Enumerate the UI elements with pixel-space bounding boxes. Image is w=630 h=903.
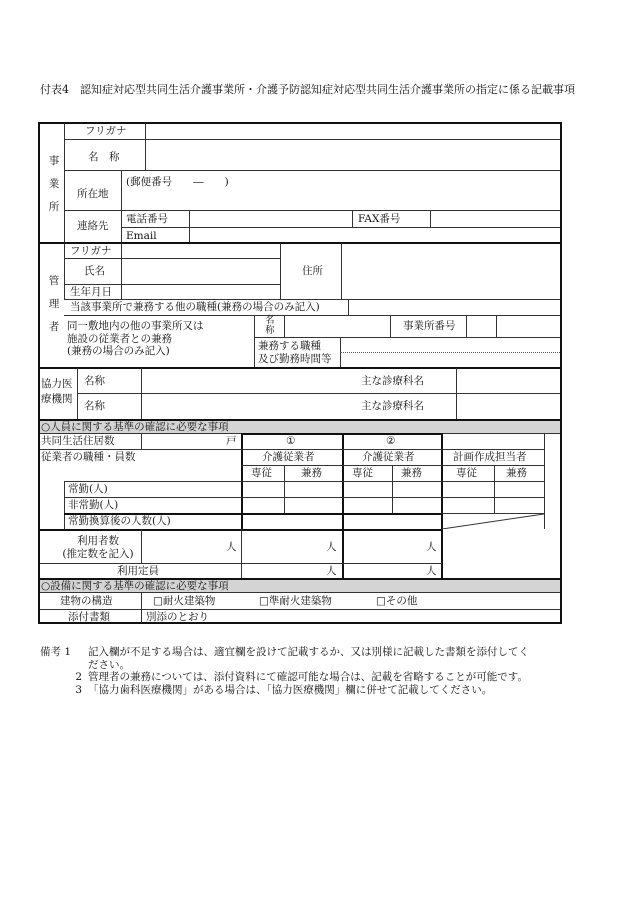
- ken-1: 兼務: [301, 467, 322, 479]
- units-label: 共同生活住居数: [41, 435, 115, 447]
- birthdate-label: 生年月日: [70, 286, 112, 298]
- kanrisha-address-label: 住所: [302, 265, 323, 277]
- fax-label: FAX番号: [358, 213, 401, 225]
- attach-value: 別添のとおり: [146, 611, 209, 623]
- planner-fte-slash: [442, 514, 544, 529]
- note-2: 2 管理者の兼務については、添付資料にて確認可能な場合は、記載を省略することが可能です。: [75, 671, 528, 683]
- units-suffix: 戸: [226, 435, 237, 447]
- col-1-label: ①: [286, 435, 296, 447]
- job-hours-label: 兼務する職種 及び勤務時間等: [258, 340, 332, 365]
- capacity-label: 利用定員: [117, 565, 159, 577]
- note-1-cont: ださい。: [88, 658, 130, 671]
- jigyosho-furigana-label: フリガナ: [85, 125, 127, 137]
- kanrisha-side-label: 管 理 者: [48, 275, 60, 333]
- sen-3: 専従: [456, 467, 477, 479]
- kyoryoku-name-label-2: 名称: [84, 400, 105, 412]
- structure-option-semi-fireproof[interactable]: □準耐火建築物: [259, 595, 332, 607]
- capacity-unit-2: 人: [426, 565, 437, 577]
- kyoryoku-dept-label-1: 主な診療科名: [361, 375, 424, 387]
- kaigo-label-2: 介護従業者: [362, 451, 415, 463]
- tel-label: 電話番号: [126, 213, 168, 225]
- structure-option-fireproof[interactable]: □耐火建築物: [153, 595, 216, 607]
- postal-code-label: (郵便番号 ― ): [126, 176, 229, 188]
- parttime-label: 非常勤(人): [68, 499, 119, 511]
- jigyosho-name-label: 名 称: [88, 151, 120, 163]
- jigyosho-address-label: 所在地: [77, 188, 109, 200]
- ken-2: 兼務: [401, 467, 422, 479]
- capacity-unit-1: 人: [326, 565, 337, 577]
- kanrisha-name-label: 氏名: [84, 265, 105, 277]
- col-2-label: ②: [386, 435, 396, 447]
- other-facility-label: 同一敷地内の他の事業所又は 施設の従業者との兼務 (兼務の場合のみ記入): [67, 320, 204, 357]
- form-title: 付表4 認知症対応型共同生活介護事業所・介護予防認知症対応型共同生活介護事業所の指定に係る記載事項: [40, 83, 575, 96]
- users-unit-0: 人: [226, 541, 237, 553]
- note-3: 3 「協力歯科医療機関」がある場合は、「協力医療機関」欄に併せて記載してください。: [75, 683, 493, 696]
- kyoryoku-name-label-1: 名称: [84, 375, 105, 387]
- office-number-label: 事業所番号: [403, 320, 456, 332]
- fulltime-label: 常勤(人): [68, 483, 108, 495]
- kyoryoku-dept-label-2: 主な診療科名: [361, 400, 424, 412]
- kyoryoku-side-label: 協力医 療機関: [41, 378, 73, 405]
- attach-label: 添付書類: [68, 611, 110, 623]
- fte-label: 常勤換算後の人数(人): [68, 515, 171, 527]
- notes: [40, 646, 600, 696]
- planner-label: 計画作成担当者: [453, 451, 527, 463]
- note-1: 備考 1 記入欄が不足する場合は、適宜欄を設けて記載するか、又は別様に記載した書類を添付してく: [40, 646, 529, 658]
- structure-label: 建物の構造: [60, 595, 113, 607]
- jigyosho-side-label: 事 業 所: [48, 155, 60, 213]
- structure-option-other[interactable]: □その他: [376, 595, 418, 607]
- kaigo-label-1: 介護従業者: [262, 451, 315, 463]
- other-job-label: 当該事業所で兼務する他の職種(兼務の場合のみ記入): [70, 301, 320, 313]
- users-unit-2: 人: [426, 541, 437, 553]
- facility-name-label: 名 称: [265, 315, 275, 336]
- ken-3: 兼務: [506, 467, 527, 479]
- staff-label: 従業者の職種・員数: [41, 451, 136, 463]
- users-label: 利用者数 (推定数を記入): [62, 535, 134, 560]
- jigyosho-contact-label: 連絡先: [77, 220, 109, 232]
- sen-1: 専従: [251, 467, 272, 479]
- setsubi-header: ○設備に関する基準の確認に必要な事項: [41, 580, 229, 592]
- email-label: Email: [126, 230, 157, 242]
- sen-2: 専従: [352, 467, 373, 479]
- jinin-header: ○人員に関する基準の確認に必要な事項: [41, 421, 229, 433]
- users-unit-1: 人: [326, 541, 337, 553]
- kanrisha-furigana-label: フリガナ: [70, 245, 112, 257]
